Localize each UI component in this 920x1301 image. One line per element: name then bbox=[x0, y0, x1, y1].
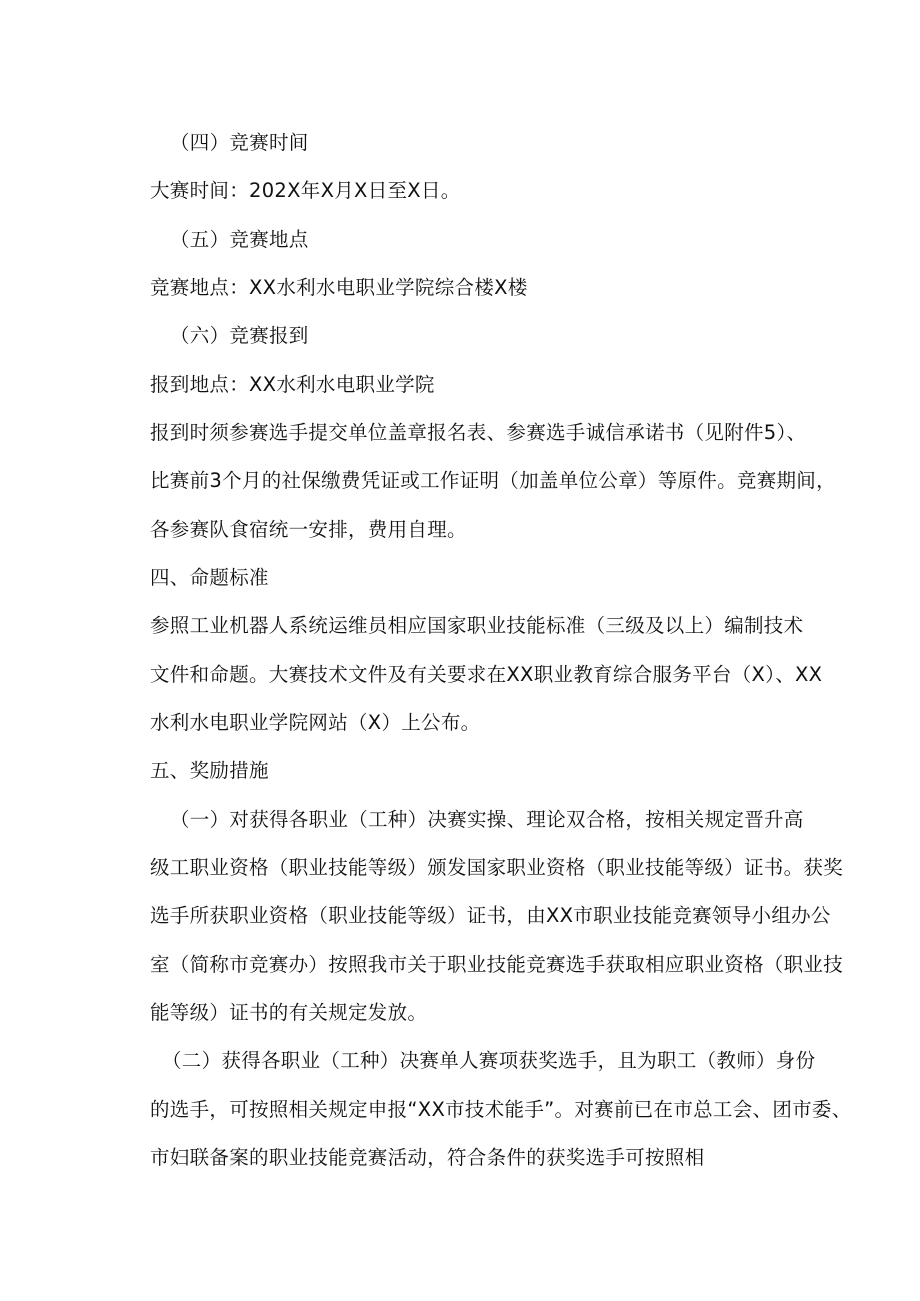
paragraph-line: 竞赛地点：XX水利水电职业学院综合楼X楼 bbox=[150, 276, 528, 299]
paragraph-line: 市妇联备案的职业技能竞赛活动，符合条件的获奖选手可按照相 bbox=[150, 1146, 705, 1169]
paragraph-line: 报到时须参赛选手提交单位盖章报名表、参赛选手诚信承诺书（见附件5）、 bbox=[150, 421, 807, 444]
paragraph-line: 比赛前3个月的社保缴费凭证或工作证明（加盖单位公章）等原件。竞赛期间， bbox=[150, 469, 836, 492]
paragraph-line: 室（简称市竞赛办）按照我市关于职业技能竞赛选手获取相应职业资格（职业技 bbox=[150, 953, 844, 976]
paragraph-line: 级工职业资格（职业技能等级）颁发国家职业资格（职业技能等级）证书。获奖 bbox=[150, 856, 844, 879]
section-heading-competition-venue: （五）竞赛地点 bbox=[170, 228, 309, 251]
paragraph-line: 各参赛队食宿统一安排，费用自理。 bbox=[150, 518, 467, 541]
paragraph-line: （二）获得各职业（工种）决赛单人赛项获奖选手，且为职工（教师）身份 bbox=[162, 1049, 816, 1072]
paragraph-line: 文件和命题。大赛技术文件及有关要求在XX职业教育综合服务平台（X）、XX bbox=[150, 663, 823, 686]
paragraph-line: 参照工业机器人系统运维员相应国家职业技能标准（三级及以上）编制技术 bbox=[150, 614, 804, 637]
paragraph-line: 报到地点：XX水利水电职业学院 bbox=[150, 373, 435, 396]
paragraph-line: 能等级）证书的有关规定发放。 bbox=[150, 1001, 428, 1024]
paragraph-line: （一）对获得各职业（工种）决赛实操、理论双合格，按相关规定晋升高 bbox=[170, 808, 804, 831]
section-heading-registration: （六）竞赛报到 bbox=[170, 324, 309, 347]
paragraph-line: 大赛时间：202X年X月X日至X日。 bbox=[150, 179, 461, 202]
section-heading-topic-standards: 四、命题标准 bbox=[150, 566, 269, 589]
section-heading-competition-time: （四）竞赛时间 bbox=[170, 131, 309, 154]
paragraph-line: 的选手，可按照相关规定申报“XX市技术能手”。对赛前已在市总工会、团市委、 bbox=[150, 1098, 852, 1121]
paragraph-line: 水利水电职业学院网站（X）上公布。 bbox=[150, 711, 481, 734]
section-heading-rewards: 五、奖励措施 bbox=[150, 759, 269, 782]
paragraph-line: 选手所获职业资格（职业技能等级）证书，由XX市职业技能竞赛领导小组办公 bbox=[150, 904, 831, 927]
